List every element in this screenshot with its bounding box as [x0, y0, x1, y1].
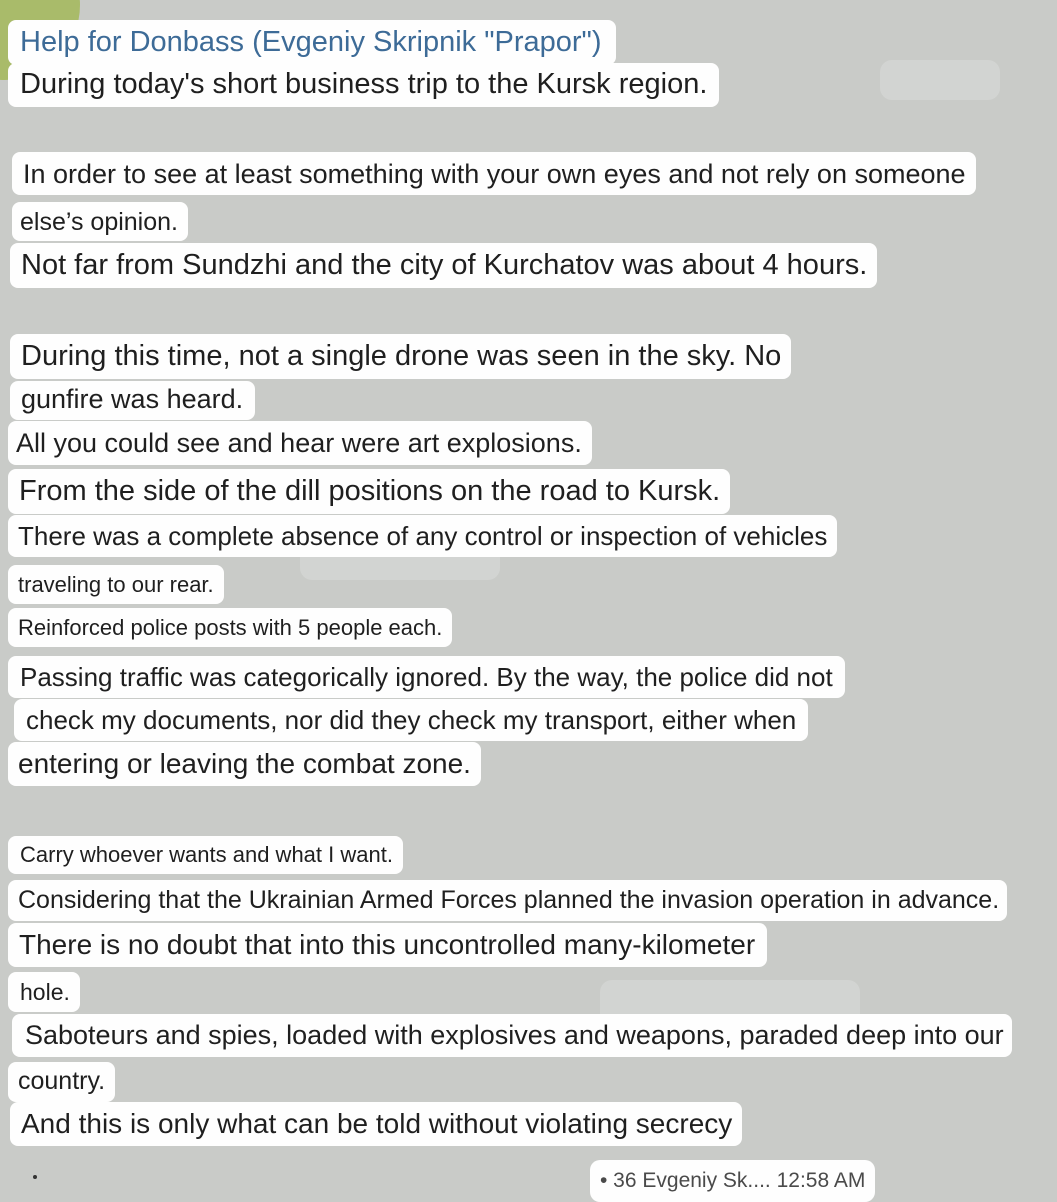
message-line: And this is only what can be told without violating secrecy: [10, 1102, 742, 1146]
message-line: gunfire was heard.: [10, 381, 255, 420]
message-meta[interactable]: • 36 Evgeniy Sk.... 12:58 AM: [590, 1160, 875, 1202]
message-line: During this time, not a single drone was seen in the sky. No: [10, 334, 791, 379]
message-line: During today's short business trip to the Kursk region.: [8, 63, 719, 107]
message-line: Saboteurs and spies, loaded with explosives and weapons, paraded deep into our: [12, 1014, 1012, 1057]
message-line: Considering that the Ukrainian Armed Forces planned the invasion operation in advance.: [8, 880, 1007, 921]
message-line: else’s opinion.: [12, 202, 188, 241]
background-smudge: [880, 60, 1000, 100]
message-line: hole.: [8, 972, 80, 1012]
message-line: entering or leaving the combat zone.: [8, 742, 481, 786]
message-line: Not far from Sundzhi and the city of Kurchatov was about 4 hours.: [10, 243, 877, 288]
message-line: In order to see at least something with your own eyes and not rely on someone: [12, 152, 976, 195]
message-line: From the side of the dill positions on the road to Kursk.: [8, 469, 730, 514]
message-line: There was a complete absence of any control or inspection of vehicles: [8, 515, 837, 557]
message-line: check my documents, nor did they check my transport, either when: [14, 699, 808, 741]
message-line: traveling to our rear.: [8, 565, 224, 604]
message-line: Passing traffic was categorically ignored. By the way, the police did not: [8, 656, 845, 698]
channel-title[interactable]: Help for Donbass (Evgeniy Skripnik "Prapor"): [8, 20, 616, 65]
message-line: Carry whoever wants and what I want.: [8, 836, 403, 874]
message-line: All you could see and hear were art explosions.: [8, 421, 592, 465]
message-line: Reinforced police posts with 5 people each.: [8, 608, 452, 647]
dot-marker: [33, 1175, 37, 1179]
message-line: There is no doubt that into this uncontrolled many-kilometer: [8, 923, 767, 967]
message-line: country.: [8, 1062, 115, 1102]
